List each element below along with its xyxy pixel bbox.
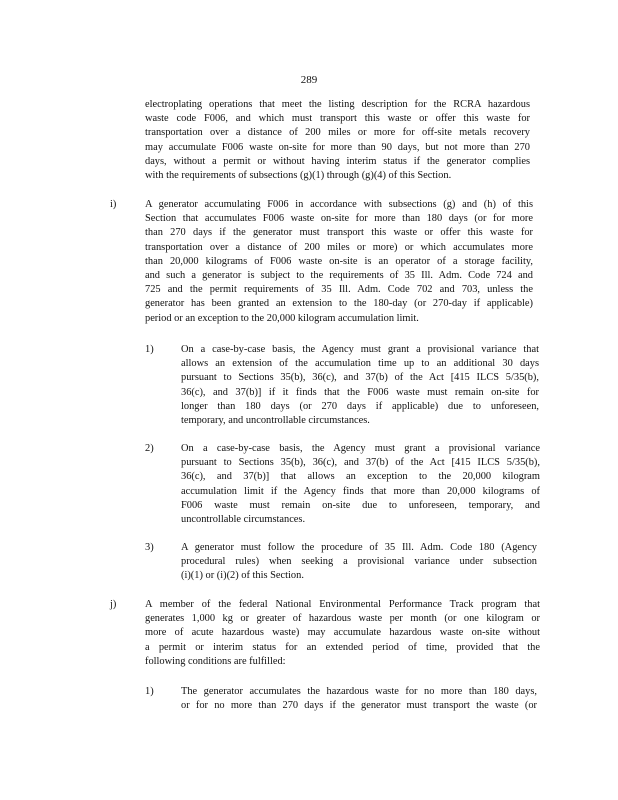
text-line: (i)(1) or (i)(2) of this Section. [181, 570, 304, 582]
text-line: transportation over a distance of 200 miles or more for off-site metals recovery [145, 127, 530, 139]
text-line: 725 and the permit requirements of 35 Ill. Adm. Code 702 and 703, unless the [145, 284, 533, 296]
text-line: days, without a permit or without having interim status if the generator complies [145, 155, 530, 167]
item-label-j-1: 1) [145, 686, 154, 697]
text-line: A member of the federal National Environmental Performance Track program that [145, 599, 540, 610]
text-line: following conditions are fulfilled: [145, 655, 286, 667]
text-line: may accumulate F006 waste on-site for more than 90 days, but not more than 270 [145, 141, 530, 153]
page-number: 289 [300, 74, 318, 86]
text-line: transportation over a distance of 200 miles or more) or which accumulates more [145, 241, 533, 253]
text-line: procedural rules) when seeking a provisional variance under subsection [181, 556, 537, 568]
text-line: or for no more than 270 days if the generator must transport the waste (or [181, 700, 537, 712]
item-j-1-paragraph [181, 685, 537, 713]
item-i-1-paragraph [181, 343, 539, 428]
text-line: uncontrollable circumstances. [181, 514, 306, 526]
text-line: Section that accumulates F006 waste on-site for more than 180 days (or for more [145, 213, 533, 225]
text-line: generator has been granted an extension to the 180-day (or 270-day if applicable) [145, 298, 533, 310]
item-i-3-paragraph [181, 541, 537, 584]
intro-paragraph [145, 98, 530, 183]
text-line: accumulation limit if the Agency finds that more than 20,000 kilograms of [181, 485, 540, 497]
item-label-i-1: 1) [145, 344, 154, 355]
text-line: On a case-by-case basis, the Agency must grant a provisional variance that [181, 344, 539, 355]
text-line: allows an extension of the accumulation time up to an additional 30 days [181, 358, 539, 370]
section-j-paragraph [145, 598, 540, 669]
item-label-i-2: 2) [145, 443, 154, 454]
text-line: 36(c), and 37(b)] that allows an exception to the 20,000 kilogram [181, 471, 540, 483]
text-line: with the requirements of subsections (g)(1) through (g)(4) of this Section. [145, 170, 452, 182]
section-label-j: j) [110, 599, 117, 610]
text-line: period or an exception to the 20,000 kilogram accumulation limit. [145, 312, 419, 324]
text-line: A generator accumulating F006 in accordance with subsections (g) and (h) of this [145, 199, 533, 210]
text-line: pursuant to Sections 35(b), 36(c), and 37(b) of the Act [415 ILCS 5/35(b), [181, 457, 540, 469]
text-line: longer than 180 days (or 270 days if applicable) due to unforeseen, [181, 400, 539, 412]
text-line: On a case-by-case basis, the Agency must grant a provisional variance [181, 443, 540, 454]
text-line: more of acute hazardous waste) may accumulate hazardous waste on-site without [145, 627, 540, 639]
text-line: A generator must follow the procedure of 35 Ill. Adm. Code 180 (Agency [181, 542, 537, 553]
text-line: pursuant to Sections 35(b), 36(c), and 37(b) of the Act [415 ILCS 5/35(b), [181, 372, 539, 384]
text-line: temporary, and uncontrollable circumstances. [181, 415, 370, 427]
text-line: waste code F006, and which must transport this waste or offer this waste for [145, 113, 530, 125]
text-line: and such a generator is subject to the requirements of 35 Ill. Adm. Code 724 and [145, 270, 533, 282]
section-i-paragraph [145, 198, 533, 326]
text-line: than 20,000 kilograms of F006 waste on-site is an operator of a storage facility, [145, 255, 533, 267]
text-line: than 270 days if the generator must transport this waste or offer this waste for [145, 227, 533, 239]
item-i-2-paragraph [181, 442, 540, 527]
item-label-i-3: 3) [145, 542, 154, 553]
text-line: The generator accumulates the hazardous waste for no more than 180 days, [181, 686, 537, 697]
text-line: generates 1,000 kg or greater of hazardous waste per month (or one kilogram or [145, 613, 540, 625]
text-line: a permit or interim status for an extended period of time, provided that the [145, 641, 540, 653]
text-line: 36(c), and 37(b)] if it finds that the F006 waste must remain on-site for [181, 386, 539, 398]
section-label-i: i) [110, 199, 117, 210]
text-line: electroplating operations that meet the listing description for the RCRA hazardous [145, 99, 530, 110]
text-line: F006 waste must remain on-site due to unforeseen, temporary, and [181, 499, 540, 511]
